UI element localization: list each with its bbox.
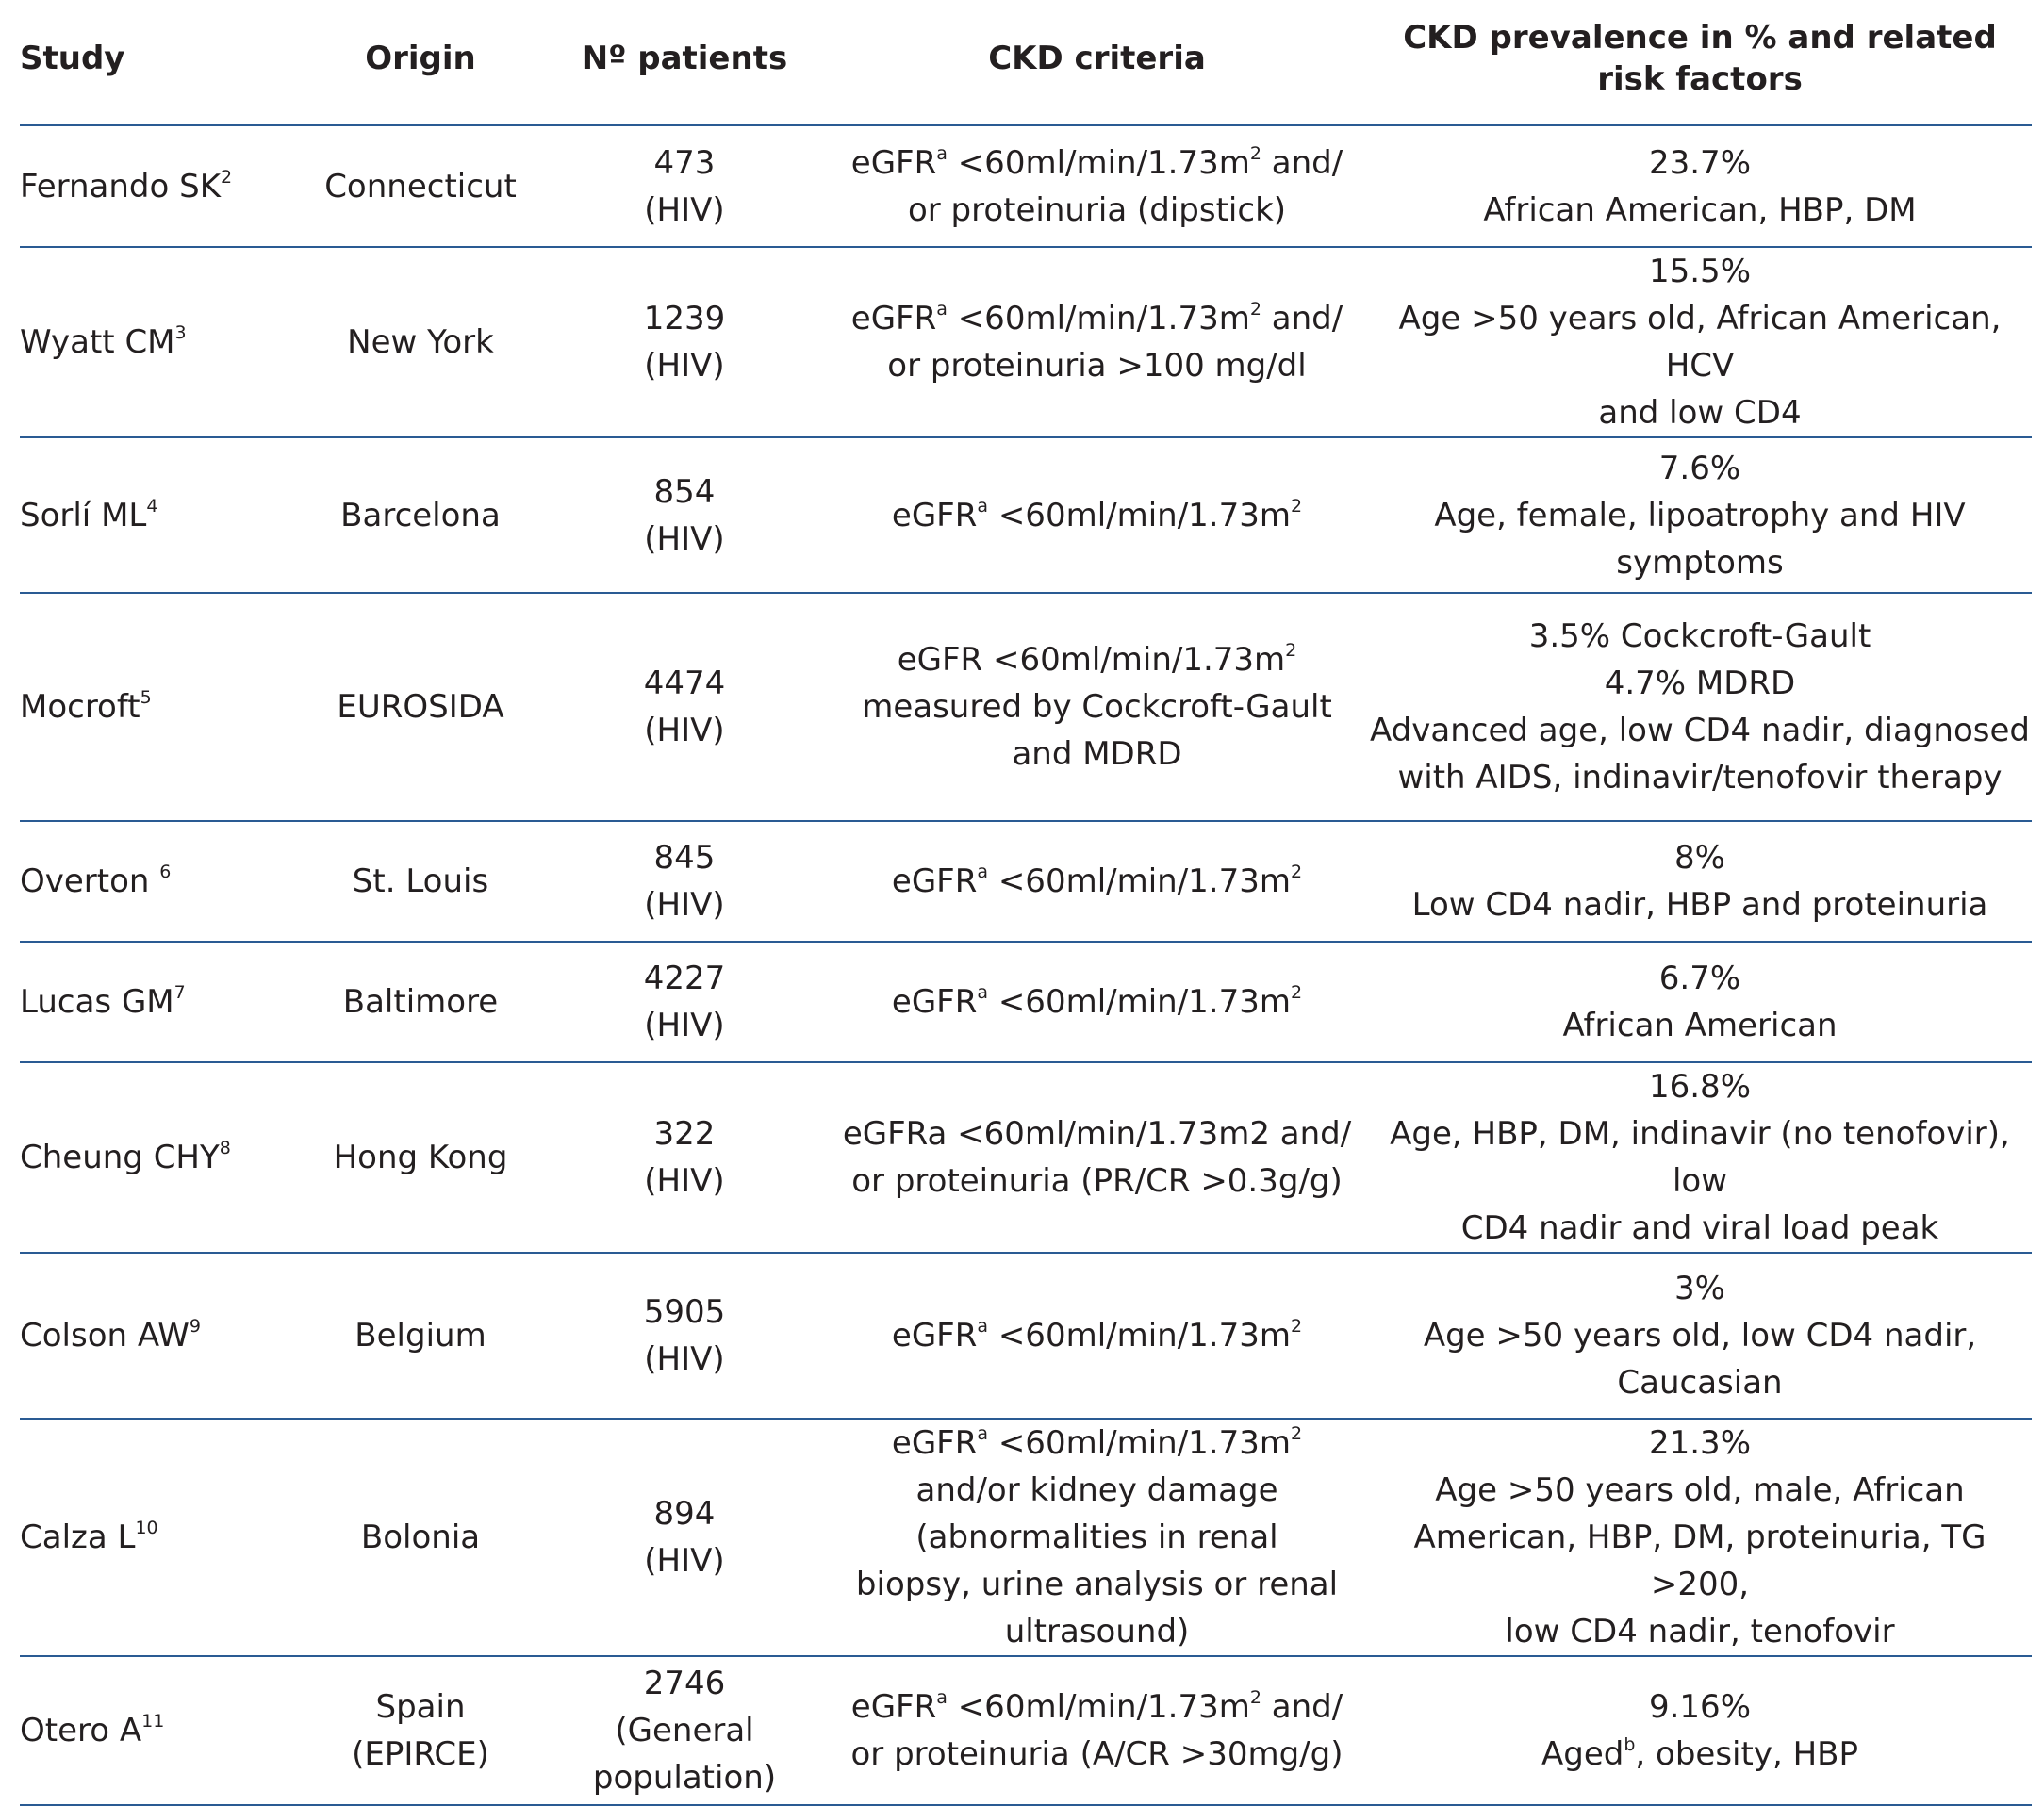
study-reference: 4 [146, 495, 158, 517]
patients-text: 4227 (HIV) [643, 960, 726, 1044]
cell-patients [543, 1062, 826, 1253]
table-row [20, 1253, 2032, 1419]
text-run: 3% Age >50 years old, low CD4 nadir, Caucasian [1423, 1270, 1977, 1402]
cell-study [20, 125, 298, 247]
cell-study [20, 437, 298, 593]
table-row [20, 942, 2032, 1062]
origin-text: Barcelona [340, 496, 501, 534]
study-reference: 2 [221, 166, 233, 188]
text-run: 9.16% Aged [1541, 1688, 1751, 1773]
rows-3-prevalence-text [1368, 613, 2032, 801]
text-run: eGFR [891, 1424, 978, 1462]
ckd-prevalence-table [20, 0, 2032, 1806]
cell-criteria [826, 247, 1368, 437]
study-reference: 8 [219, 1138, 231, 1158]
rows-4-criteria-text [826, 858, 1368, 905]
text-run: 23.7% African American, HBP, DM [1483, 143, 1917, 229]
patients-text: 2746 (General population) [592, 1665, 777, 1797]
study-reference: 6 [159, 862, 172, 882]
text-run: eGFR [891, 1317, 978, 1354]
text-run: <60ml/min/1.73m [988, 862, 1291, 900]
study-name: Wyatt CM [20, 323, 175, 361]
superscript: 2 [1291, 1423, 1303, 1444]
cell-prevalence [1368, 942, 2032, 1062]
cell-origin [298, 821, 543, 942]
text-run: eGFR [891, 496, 978, 534]
header-origin: Origin [298, 0, 543, 125]
rows-1-prevalence-text [1368, 248, 2032, 436]
cell-origin [298, 1419, 543, 1656]
superscript: 2 [1291, 982, 1303, 1003]
rows-8-prevalence-text [1368, 1420, 2032, 1655]
origin-text: Connecticut [324, 167, 517, 205]
study-reference: 7 [173, 982, 186, 1003]
study-name: Calza L [20, 1519, 136, 1556]
text-run: <60ml/min/1.73m [988, 1424, 1291, 1462]
cell-origin [298, 437, 543, 593]
patients-text: 4474 (HIV) [643, 665, 726, 749]
rows-9-prevalence-text [1368, 1683, 2032, 1778]
text-run: 15.5% Age >50 years old, African American, HCV and low CD4 [1398, 253, 2002, 432]
text-run: eGFR <60ml/min/1.73m [897, 641, 1286, 679]
rows-1-criteria-text [826, 295, 1368, 389]
study-name: Sorlí ML [20, 496, 147, 534]
superscript: b [1624, 1734, 1636, 1755]
text-run: eGFR [850, 143, 937, 182]
cell-study [20, 942, 298, 1062]
cell-patients [543, 1253, 826, 1419]
cell-study [20, 821, 298, 942]
text-run: 7.6% Age, female, lipoatrophy and HIV symptoms [1434, 449, 1966, 582]
header-row [20, 0, 2032, 125]
rows-2-criteria-text [826, 492, 1368, 539]
text-run: eGFR [891, 862, 978, 900]
table-row [20, 437, 2032, 593]
text-run: 21.3% Age >50 years old, male, African American, HBP, DM, proteinuria, TG >200, low CD4 nadir, tenofovir [1413, 1424, 1986, 1650]
text-run: <60ml/min/1.73m [947, 143, 1250, 182]
cell-patients [543, 437, 826, 593]
text-run: <60ml/min/1.73m [947, 300, 1250, 337]
patients-text: 854 (HIV) [644, 472, 725, 558]
superscript: a [977, 982, 989, 1003]
superscript: 2 [1249, 299, 1261, 320]
cell-patients [543, 821, 826, 942]
superscript: a [977, 495, 989, 517]
cell-patients [543, 247, 826, 437]
text-run: measured by Cockcroft-Gault and MDRD [862, 688, 1332, 773]
study-name: Otero A [20, 1712, 142, 1749]
cell-origin [298, 1656, 543, 1805]
study-reference: 11 [141, 1711, 165, 1732]
origin-text: EUROSIDA [337, 688, 504, 726]
cell-origin [298, 125, 543, 247]
cell-study [20, 593, 298, 821]
superscript: a [936, 1687, 948, 1708]
superscript: 2 [1291, 495, 1303, 517]
cell-origin [298, 1253, 543, 1419]
table-row [20, 1656, 2032, 1805]
superscript: a [977, 1316, 989, 1337]
study-name: Mocroft [20, 688, 140, 726]
patients-text: 894 (HIV) [644, 1495, 725, 1580]
rows-7-criteria-text [826, 1312, 1368, 1359]
text-run: <60ml/min/1.73m [988, 1317, 1291, 1354]
rows-7-prevalence-text [1368, 1265, 2032, 1406]
study-reference: 3 [174, 322, 187, 343]
text-run: eGFR [850, 300, 937, 337]
rows-3-criteria-text [826, 636, 1368, 778]
study-name: Overton [20, 862, 160, 900]
table-body [20, 125, 2032, 1805]
study-reference: 10 [135, 1518, 158, 1538]
cell-criteria [826, 821, 1368, 942]
text-run: eGFR [891, 983, 978, 1021]
cell-study [20, 1062, 298, 1253]
study-name: Fernando SK [20, 167, 221, 205]
table-row [20, 1419, 2032, 1656]
rows-0-criteria-text [826, 140, 1368, 234]
cell-criteria [826, 125, 1368, 247]
cell-origin [298, 1062, 543, 1253]
cell-criteria [826, 1253, 1368, 1419]
cell-prevalence [1368, 437, 2032, 593]
cell-criteria [826, 437, 1368, 593]
cell-origin [298, 593, 543, 821]
superscript: a [936, 299, 948, 320]
header-study: Study [20, 0, 298, 125]
table-header [20, 0, 2032, 125]
cell-criteria [826, 593, 1368, 821]
patients-text: 845 (HIV) [644, 839, 725, 924]
patients-text: 322 (HIV) [644, 1115, 725, 1200]
text-run: <60ml/min/1.73m [988, 983, 1291, 1021]
cell-origin [298, 247, 543, 437]
superscript: a [977, 862, 989, 882]
superscript: 2 [1291, 862, 1303, 882]
cell-origin [298, 942, 543, 1062]
table-row [20, 247, 2032, 437]
text-run: and/or kidney damage (abnormalities in renal biopsy, urine analysis or renal ultrasound) [855, 1471, 1339, 1650]
rows-4-prevalence-text [1368, 834, 2032, 928]
header-criteria: CKD criteria [826, 0, 1368, 125]
table-row [20, 821, 2032, 942]
cell-prevalence [1368, 593, 2032, 821]
rows-6-criteria-text [826, 1110, 1368, 1205]
rows-5-criteria-text [826, 978, 1368, 1026]
text-run: eGFRa <60ml/min/1.73m2 and/ or proteinuria (PR/CR >0.3g/g) [842, 1115, 1352, 1200]
patients-text: 473 (HIV) [644, 143, 725, 229]
origin-text: Bolonia [360, 1519, 481, 1556]
table-row [20, 593, 2032, 821]
text-run: 6.7% African American [1562, 960, 1838, 1044]
text-run: and/ or proteinuria (A/CR >30mg/g) [850, 1688, 1343, 1773]
cell-patients [543, 942, 826, 1062]
superscript: a [936, 142, 948, 164]
text-run: and/ or proteinuria >100 mg/dl [887, 300, 1343, 385]
cell-prevalence [1368, 125, 2032, 247]
cell-criteria [826, 942, 1368, 1062]
superscript: a [977, 1423, 989, 1444]
origin-text: Baltimore [342, 983, 499, 1021]
origin-text: Spain (EPIRCE) [352, 1688, 489, 1773]
cell-study [20, 247, 298, 437]
cell-patients [543, 1656, 826, 1805]
cell-prevalence [1368, 821, 2032, 942]
rows-0-prevalence-text [1368, 140, 2032, 234]
origin-text: Hong Kong [333, 1139, 508, 1176]
cell-criteria [826, 1062, 1368, 1253]
cell-patients [543, 1419, 826, 1656]
study-name: Lucas GM [20, 983, 174, 1021]
study-reference: 5 [140, 687, 152, 708]
cell-criteria [826, 1419, 1368, 1656]
superscript: 2 [1249, 142, 1261, 164]
rows-5-prevalence-text [1368, 955, 2032, 1049]
text-run: , obesity, HBP [1635, 1735, 1858, 1773]
cell-study [20, 1656, 298, 1805]
text-run: <60ml/min/1.73m [988, 496, 1291, 534]
rows-6-prevalence-text [1368, 1063, 2032, 1252]
superscript: 2 [1285, 640, 1297, 661]
table-row [20, 1062, 2032, 1253]
rows-8-criteria-text [826, 1420, 1368, 1655]
patients-text: 1239 (HIV) [643, 300, 726, 385]
origin-text: Belgium [354, 1317, 486, 1354]
text-run: 16.8% Age, HBP, DM, indinavir (no tenofovir), low CD4 nadir and viral load peak [1390, 1068, 2010, 1247]
header-patients: Nº patients [543, 0, 826, 125]
superscript: 2 [1249, 1687, 1261, 1708]
cell-study [20, 1253, 298, 1419]
origin-text: New York [347, 323, 494, 361]
cell-prevalence [1368, 1253, 2032, 1419]
cell-prevalence [1368, 247, 2032, 437]
cell-prevalence [1368, 1062, 2032, 1253]
text-run: and/ or proteinuria (dipstick) [907, 143, 1343, 229]
rows-2-prevalence-text [1368, 445, 2032, 586]
superscript: 2 [1291, 1316, 1303, 1337]
header-prevalence: CKD prevalence in % and related risk factors [1368, 0, 2032, 125]
text-run: 3.5% Cockcroft-Gault 4.7% MDRD Advanced age, low CD4 nadir, diagnosed with AIDS, indinavir/tenofovir therapy [1370, 617, 2030, 796]
cell-prevalence [1368, 1656, 2032, 1805]
cell-patients [543, 593, 826, 821]
patients-text: 5905 (HIV) [643, 1293, 726, 1378]
study-reference: 9 [189, 1316, 201, 1337]
study-name: Colson AW [20, 1317, 190, 1354]
cell-criteria [826, 1656, 1368, 1805]
text-run: <60ml/min/1.73m [947, 1688, 1250, 1726]
study-name: Cheung CHY [20, 1139, 220, 1176]
cell-prevalence [1368, 1419, 2032, 1656]
cell-patients [543, 125, 826, 247]
rows-9-criteria-text [826, 1683, 1368, 1778]
table-row [20, 125, 2032, 247]
origin-text: St. Louis [352, 862, 489, 900]
cell-study [20, 1419, 298, 1656]
text-run: eGFR [850, 1688, 937, 1726]
text-run: 8% Low CD4 nadir, HBP and proteinuria [1411, 839, 1988, 924]
